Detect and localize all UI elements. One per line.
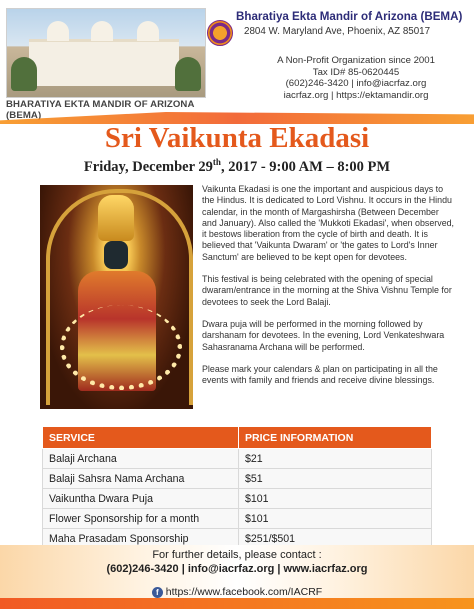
service-cell: Flower Sponsorship for a month <box>43 509 239 529</box>
price-cell: $21 <box>239 449 432 469</box>
nonprofit-line: A Non-Profit Organization since 2001 <box>277 55 435 66</box>
event-title: Sri Vaikunta Ekadasi <box>104 122 370 154</box>
tax-id: Tax ID# 85-0620445 <box>312 66 400 78</box>
header-service: SERVICE <box>43 427 239 449</box>
deity-crown <box>98 195 134 241</box>
org-name: Bharatiya Ekta Mandir of Arizona (BEMA) <box>236 10 463 23</box>
date-suffix: , 2017 - 9:00 AM – 8:00 PM <box>220 158 391 175</box>
description-paragraph: Vaikunta Ekadasi is one the important and auspicious days to the Hindus. It is dedicated to Lord Vishnu. It occurs in the Hindu calendar, in the month of Margashirsha (Between December and January). Also called the 'Mukkoti Ekadasi', when observed, it bestows liberation from the cycle of birth and death. It is believed that 'Vaikunta Dwaram' or 'the gates to Lord's Inner Sanctum' are believed to be kept open for devotees. <box>202 184 455 262</box>
table-header-row <box>43 427 432 449</box>
price-table <box>42 426 432 549</box>
table-row <box>43 449 432 469</box>
org-address: 2804 W. Maryland Ave, Phoenix, AZ 85017 <box>244 26 431 37</box>
facebook-url[interactable]: https://www.facebook.com/IACRF <box>165 586 323 598</box>
footer-orange-bar <box>0 598 474 609</box>
date-suffix-sup: th <box>212 157 221 167</box>
temple-dome <box>47 21 69 41</box>
event-date <box>0 157 474 176</box>
contact-lead: For further details, please contact : <box>152 549 322 561</box>
table-row <box>43 509 432 529</box>
tree <box>175 57 201 91</box>
temple-photo <box>6 8 206 98</box>
temple-dome <box>137 21 159 41</box>
phone-email: (602)246-3420 | info@iacrfaz.org <box>285 78 427 90</box>
description-paragraph: Please mark your calendars & plan on participating in all the events with family and friends and receive divine blessings. <box>202 363 438 386</box>
deity-garland <box>60 305 182 390</box>
description-paragraph: Dwara puja will be performed in the morning followed by darshanam for devotees. In the evening, Lord Venkateshwara Sahasranama Archana will be performed. <box>202 318 445 352</box>
temple-building <box>29 39 179 86</box>
service-cell: Maha Prasadam Sponsorship <box>43 529 239 549</box>
price-cell: $51 <box>239 469 432 489</box>
date-prefix: Friday, December 29 <box>83 158 213 175</box>
price-cell: $101 <box>239 489 432 509</box>
price-cell: $251/$501 <box>239 529 432 549</box>
header <box>0 0 474 122</box>
temple-dome <box>91 21 113 41</box>
deity-photo <box>40 185 193 409</box>
org-details <box>238 55 474 101</box>
facebook-icon: f <box>152 587 163 598</box>
bema-logo-icon <box>207 20 233 46</box>
org-info <box>236 10 468 37</box>
header-price: PRICE INFORMATION <box>239 427 432 449</box>
service-cell: Balaji Archana <box>43 449 239 469</box>
contact-line[interactable]: (602)246-3420 | info@iacrfaz.org | www.iacrfaz.org <box>106 563 368 575</box>
websites: iacrfaz.org | https://ektamandir.org <box>283 89 429 101</box>
facebook-line[interactable] <box>0 586 474 598</box>
price-cell: $101 <box>239 509 432 529</box>
table-row <box>43 469 432 489</box>
service-cell: Vaikuntha Dwara Puja <box>43 489 239 509</box>
table-row <box>43 489 432 509</box>
tree <box>11 57 37 91</box>
description-paragraph: This festival is being celebrated with the opening of special dwaram/entrance in the morning at the Shiva Vishnu Temple for devotees to seek the Lord Balaji. <box>202 274 452 307</box>
description <box>202 184 456 397</box>
service-cell: Balaji Sahsra Nama Archana <box>43 469 239 489</box>
temple-caption: BHARATIYA EKTA MANDIR OF ARIZONA (BEMA) <box>6 99 195 121</box>
deity-face <box>104 241 128 269</box>
